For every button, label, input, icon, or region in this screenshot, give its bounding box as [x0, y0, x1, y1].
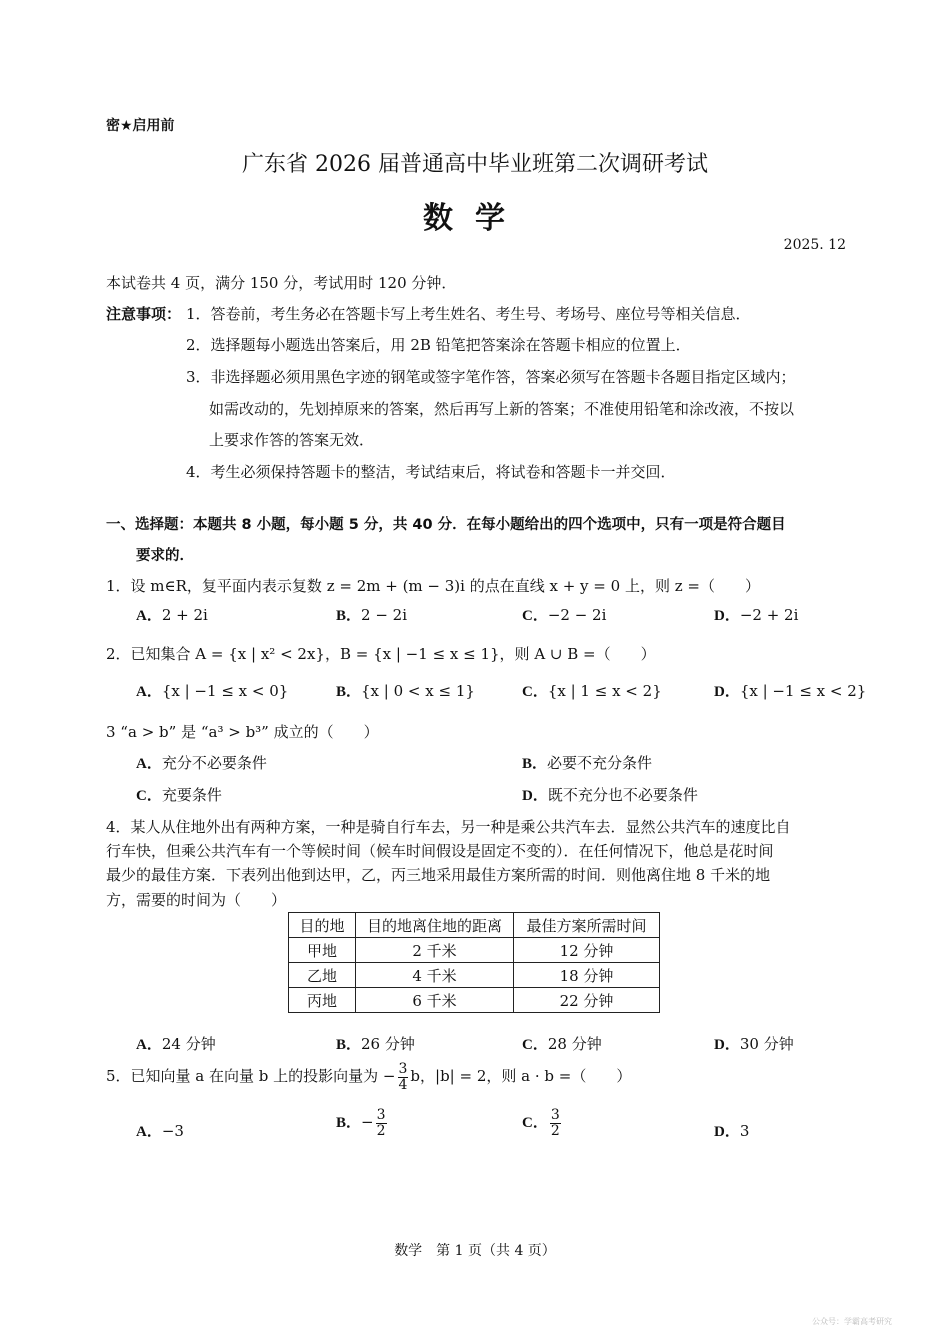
table-cell: 2 千米: [356, 938, 514, 963]
table-row: [289, 963, 660, 988]
exam-intro: 本试卷共 4 页，满分 150 分，考试用时 120 分钟．: [106, 274, 457, 292]
q1-option-b: B．2 − 2i: [336, 606, 408, 624]
question-4-stem-line-2: 行车快，但乘公共汽车有一个等候时间（候车时间假设是固定不变的）．在任何情况下，他总是花时间: [106, 842, 774, 860]
table-header-row: [289, 913, 660, 938]
table-cell: 甲地: [289, 938, 356, 963]
table-cell: 丙地: [289, 988, 356, 1013]
q1-option-a: A．2 + 2i: [136, 606, 208, 624]
table-cell: 12 分钟: [514, 938, 660, 963]
q4-option-c: C．28 分钟: [522, 1035, 602, 1053]
fraction: $\frac{3}{2}$: [550, 1107, 560, 1139]
exam-date: 2025. 12: [783, 237, 846, 253]
q2-option-a: A．{x | −1 ≤ x < 0}: [136, 682, 289, 700]
table-header: 最佳方案所需时间: [514, 913, 660, 938]
q3-option-c: C．充要条件: [136, 786, 222, 804]
q3-option-d: D．既不充分也不必要条件: [522, 786, 698, 804]
table-cell: 6 千米: [356, 988, 514, 1013]
subject-title: 数学: [423, 201, 527, 236]
q5-option-a: A．−3: [136, 1122, 184, 1140]
q5-option-c: C． $\frac{3}{2}$: [522, 1107, 560, 1139]
question-3-stem: 3 “a > b” 是 “a³ > b³” 成立的（ ）: [106, 723, 379, 741]
note-item-3-cont-1: 如需改动的，先划掉原来的答案，然后再写上新的答案；不准使用铅笔和涂改液，不按以: [209, 400, 795, 418]
confidential-mark: 密★启用前: [106, 118, 175, 134]
note-item-3-cont-2: 上要求作答的答案无效．: [209, 431, 375, 449]
question-2-stem: 2．已知集合 A = {x | x² < 2x}，B = {x | −1 ≤ x ≤ 1}，则 A ∪ B =（ ）: [106, 645, 656, 663]
q2-option-c: C．{x | 1 ≤ x < 2}: [522, 682, 662, 700]
table-header: 目的地离住地的距离: [356, 913, 514, 938]
q2-option-d: D．{x | −1 ≤ x < 2}: [714, 682, 867, 700]
note-item-1: 1．答卷前，考生务必在答题卡写上考生姓名、考生号、考场号、座位号等相关信息．: [186, 305, 751, 323]
exam-title: 广东省 2026 届普通高中毕业班第二次调研考试: [242, 152, 708, 177]
table-cell: 乙地: [289, 963, 356, 988]
page-footer: 数学 第 1 页（共 4 页）: [394, 1243, 556, 1259]
watermark: 公众号：学霸高考研究: [812, 1317, 892, 1326]
q1-option-c: C．−2 − 2i: [522, 606, 607, 624]
q4-option-b: B．26 分钟: [336, 1035, 415, 1053]
q2-option-b: B．{x | 0 < x ≤ 1}: [336, 682, 475, 700]
table-header: 目的地: [289, 913, 356, 938]
question-1-stem: 1．设 m∈R，复平面内表示复数 z = 2m + (m − 3)i 的点在直线 x + y = 0 上，则 z =（ ）: [106, 577, 760, 595]
fraction: $\frac{3}{4}$: [398, 1061, 408, 1093]
q1-option-d: D．−2 + 2i: [714, 606, 799, 624]
q5-option-d: D．3: [714, 1122, 750, 1140]
table-cell: 22 分钟: [514, 988, 660, 1013]
q3-option-a: A．充分不必要条件: [136, 754, 267, 772]
table-row: [289, 938, 660, 963]
question-4-stem-line-1: 4．某人从住地外出有两种方案，一种是骑自行车去，另一种是乘公共汽车去．显然公共汽车的速度比自: [106, 818, 791, 836]
q3-option-b: B．必要不充分条件: [522, 754, 653, 772]
distance-time-table: [288, 912, 660, 1013]
note-item-4: 4．考生必须保持答题卡的整洁，考试结束后，将试卷和答题卡一并交回．: [186, 463, 676, 481]
question-4-stem-line-4: 方，需要的时间为（ ）: [106, 891, 287, 909]
notes-label: 注意事项：: [106, 305, 182, 323]
question-4-stem-line-3: 最少的最佳方案．下表列出他到达甲，乙，丙三地采用最佳方案所需的时间．则他离住地 8 千米的地: [106, 866, 771, 884]
table-row: [289, 988, 660, 1013]
table-cell: 18 分钟: [514, 963, 660, 988]
section-heading: 一、选择题：本题共 8 小题，每小题 5 分，共 40 分．在每小题给出的四个选项中，只有一项是符合题目: [106, 517, 786, 533]
table-cell: 4 千米: [356, 963, 514, 988]
q4-option-a: A．24 分钟: [136, 1035, 216, 1053]
fraction: $\frac{3}{2}$: [376, 1107, 386, 1139]
q4-option-d: D．30 分钟: [714, 1035, 794, 1053]
note-item-2: 2．选择题每小题选出答案后，用 2B 铅笔把答案涂在答题卡相应的位置上．: [186, 336, 691, 354]
question-5-stem: 5．已知向量 a 在向量 b 上的投影向量为 − $\frac{3}{4}$ b，|b| = 2，则 a · b =（ ）: [106, 1061, 632, 1093]
note-item-3: 3．非选择题必须用黑色字迹的钢笔或签字笔作答，答案必须写在答题卡各题目指定区域内；: [186, 368, 796, 386]
section-heading-cont: 要求的．: [136, 548, 194, 564]
q5-option-b: B．− $\frac{3}{2}$: [336, 1107, 386, 1139]
